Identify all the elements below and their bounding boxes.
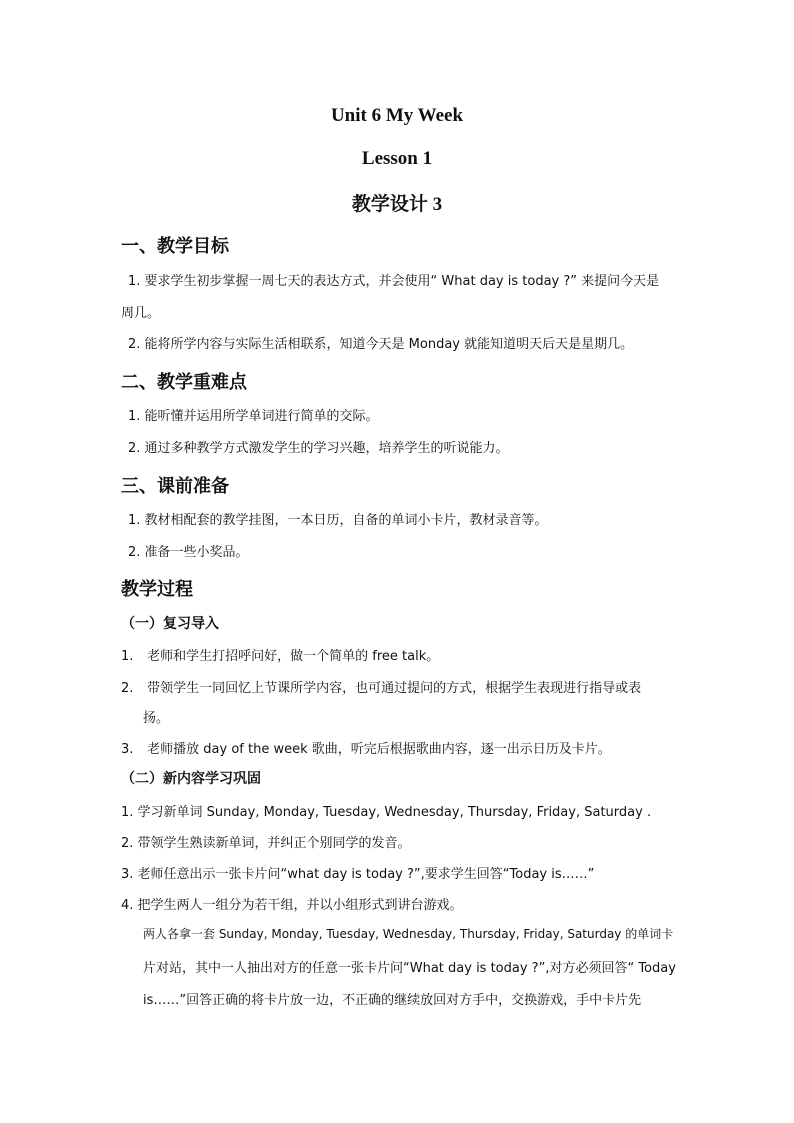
process-heading: 教学过程	[121, 579, 193, 600]
newcontent-item-2	[121, 832, 411, 851]
item-number: 3.	[121, 742, 134, 757]
preparation-heading: 三、课前准备	[121, 476, 229, 497]
objective-item-1-cont	[121, 302, 160, 321]
item-number: 2.	[121, 836, 134, 851]
newcontent-paragraph-line-1	[143, 925, 673, 942]
item-text: 周几。	[121, 306, 161, 321]
item-text: 教材相配套的教学挂图，一本日历，自备的单词小卡片，教材录音等。	[144, 513, 548, 528]
item-text: 老师任意出示一张卡片问“what day is today ?”,要求学生回答“Today is……”	[137, 867, 595, 882]
item-text: 准备一些小奖品。	[144, 545, 249, 560]
keypoints-heading: 二、教学重难点	[121, 372, 247, 393]
item-text: 能将所学内容与实际生活相联系，知道今天是 Monday 就能知道明天后天是星期几。	[144, 337, 634, 352]
item-text: 老师和学生打招呼问好，做一个简单的 free talk。	[147, 649, 440, 664]
review-item-3	[121, 738, 611, 757]
item-number: 1.	[128, 274, 141, 289]
review-item-2-cont	[143, 707, 169, 726]
item-text: 要求学生初步掌握一周七天的表达方式，并会使用“ What day is today ?” 来提问今天是	[144, 274, 660, 289]
item-number: 3.	[121, 867, 134, 882]
item-number: 2.	[121, 681, 134, 696]
design-title: 教学设计 3	[351, 194, 443, 215]
newcontent-item-1	[121, 801, 651, 820]
item-text: 带领学生一同回忆上节课所学内容，也可通过提问的方式，根据学生表现进行指导或表	[147, 681, 642, 696]
item-text: 通过多种教学方式激发学生的学习兴趣，培养学生的听说能力。	[144, 441, 509, 456]
newcontent-paragraph-line-3	[143, 989, 641, 1008]
item-text: 片对站，其中一人抽出对方的任意一张卡片问“What day is today ?”,对方必须回答“ Today	[143, 961, 676, 976]
item-number: 2.	[128, 441, 141, 456]
review-heading: （一）复习导入	[121, 616, 219, 632]
newcontent-paragraph-line-2	[143, 957, 676, 976]
preparation-item-1	[128, 509, 548, 528]
item-number: 1.	[121, 805, 134, 820]
item-number: 1.	[128, 409, 141, 424]
item-text: 带领学生熟读新单词，并纠正个别同学的发音。	[137, 836, 411, 851]
objectives-heading: 一、教学目标	[121, 236, 229, 257]
item-number: 1.	[121, 649, 134, 664]
item-text: 把学生两人一组分为若干组，并以小组形式到讲台游戏。	[137, 898, 463, 913]
item-number: 1.	[128, 513, 141, 528]
review-item-2	[121, 677, 641, 696]
objective-item-1	[128, 270, 659, 289]
objective-item-2	[128, 333, 633, 352]
item-number: 4.	[121, 898, 134, 913]
item-number: 2.	[128, 337, 141, 352]
item-text: 老师播放 day of the week 歌曲，听完后根据歌曲内容，逐一出示日历及卡片。	[147, 742, 611, 757]
preparation-item-2	[128, 541, 249, 560]
item-text: is……”回答正确的将卡片放一边，不正确的继续放回对方手中，交换游戏，手中卡片先	[143, 993, 642, 1008]
unit-title: Unit 6 My Week	[330, 105, 464, 126]
item-text: 能听懂并运用所学单词进行简单的交际。	[144, 409, 379, 424]
item-number: 2.	[128, 545, 141, 560]
item-text: 扬。	[143, 711, 170, 726]
newcontent-item-3	[121, 863, 594, 882]
keypoint-item-1	[128, 405, 379, 424]
keypoint-item-2	[128, 437, 509, 456]
item-text: 两人各拿一套 Sunday, Monday, Tuesday, Wednesday, Thursday, Friday, Saturday 的单词卡	[143, 927, 674, 941]
review-item-1	[121, 645, 439, 664]
item-text: 学习新单词 Sunday, Monday, Tuesday, Wednesday, Thursday, Friday, Saturday .	[137, 805, 652, 820]
newcontent-heading: （二）新内容学习巩固	[121, 771, 261, 787]
lesson-title: Lesson 1	[361, 148, 433, 169]
newcontent-item-4	[121, 894, 463, 913]
